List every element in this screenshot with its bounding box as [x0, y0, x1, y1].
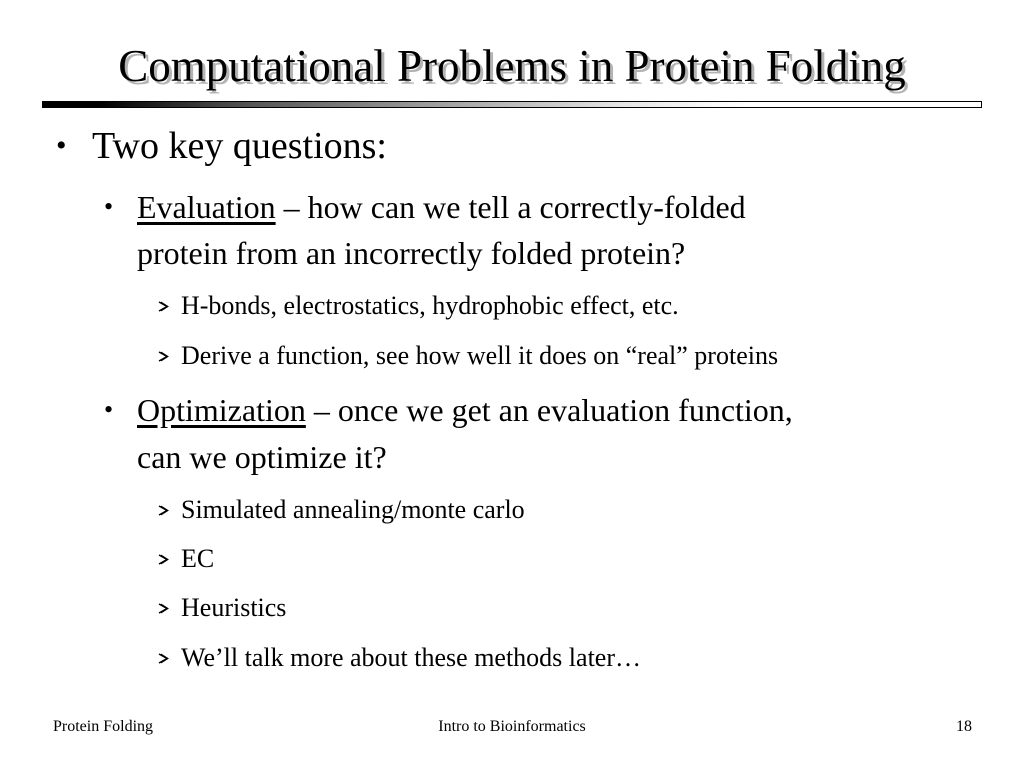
arrowhead-bullet-icon: [158, 541, 172, 577]
round-bullet-icon: •: [104, 395, 114, 424]
round-bullet-icon: •: [104, 192, 114, 221]
optimization-line2: can we optimize it?: [137, 439, 387, 475]
subitem-text: Simulated annealing/monte carlo: [181, 495, 525, 524]
bullet-text: Two key questions:: [92, 125, 387, 167]
evaluation-line2: protein from an incorrectly folded protein?: [137, 235, 686, 271]
bullet-optimization-line1: [137, 387, 793, 433]
arrowhead-bullet-icon: [158, 640, 172, 676]
subitem-text: Heuristics: [181, 593, 287, 622]
subitem-text: We’ll talk more about these methods later…: [181, 643, 641, 672]
slide-title: Computational Problems in Protein Folding: [118, 41, 906, 91]
arrowhead-bullet-icon: [158, 288, 172, 324]
optimization-line1-rest: – once we get an evaluation function,: [305, 392, 793, 428]
bullet-evaluation-line1: [137, 184, 746, 230]
optimization-term: Optimization: [137, 392, 306, 428]
footer-left-label: Protein Folding: [53, 718, 154, 735]
subitem-text: H-bonds, electrostatics, hydrophobic effect, etc.: [181, 291, 679, 320]
evaluation-line1-rest: – how can we tell a correctly-folded: [275, 189, 746, 225]
evaluation-term: Evaluation: [137, 189, 276, 225]
subitem-text: Derive a function, see how well it does on “real” proteins: [181, 341, 779, 370]
arrowhead-bullet-icon: [158, 492, 172, 528]
arrowhead-bullet-icon: [158, 590, 172, 626]
footer-center-label: Intro to Bioinformatics: [438, 718, 586, 735]
arrowhead-bullet-icon: [158, 338, 172, 374]
subitem-text: EC: [181, 544, 215, 573]
slide-page-number: 18: [956, 718, 972, 735]
round-bullet-icon: •: [56, 129, 67, 162]
